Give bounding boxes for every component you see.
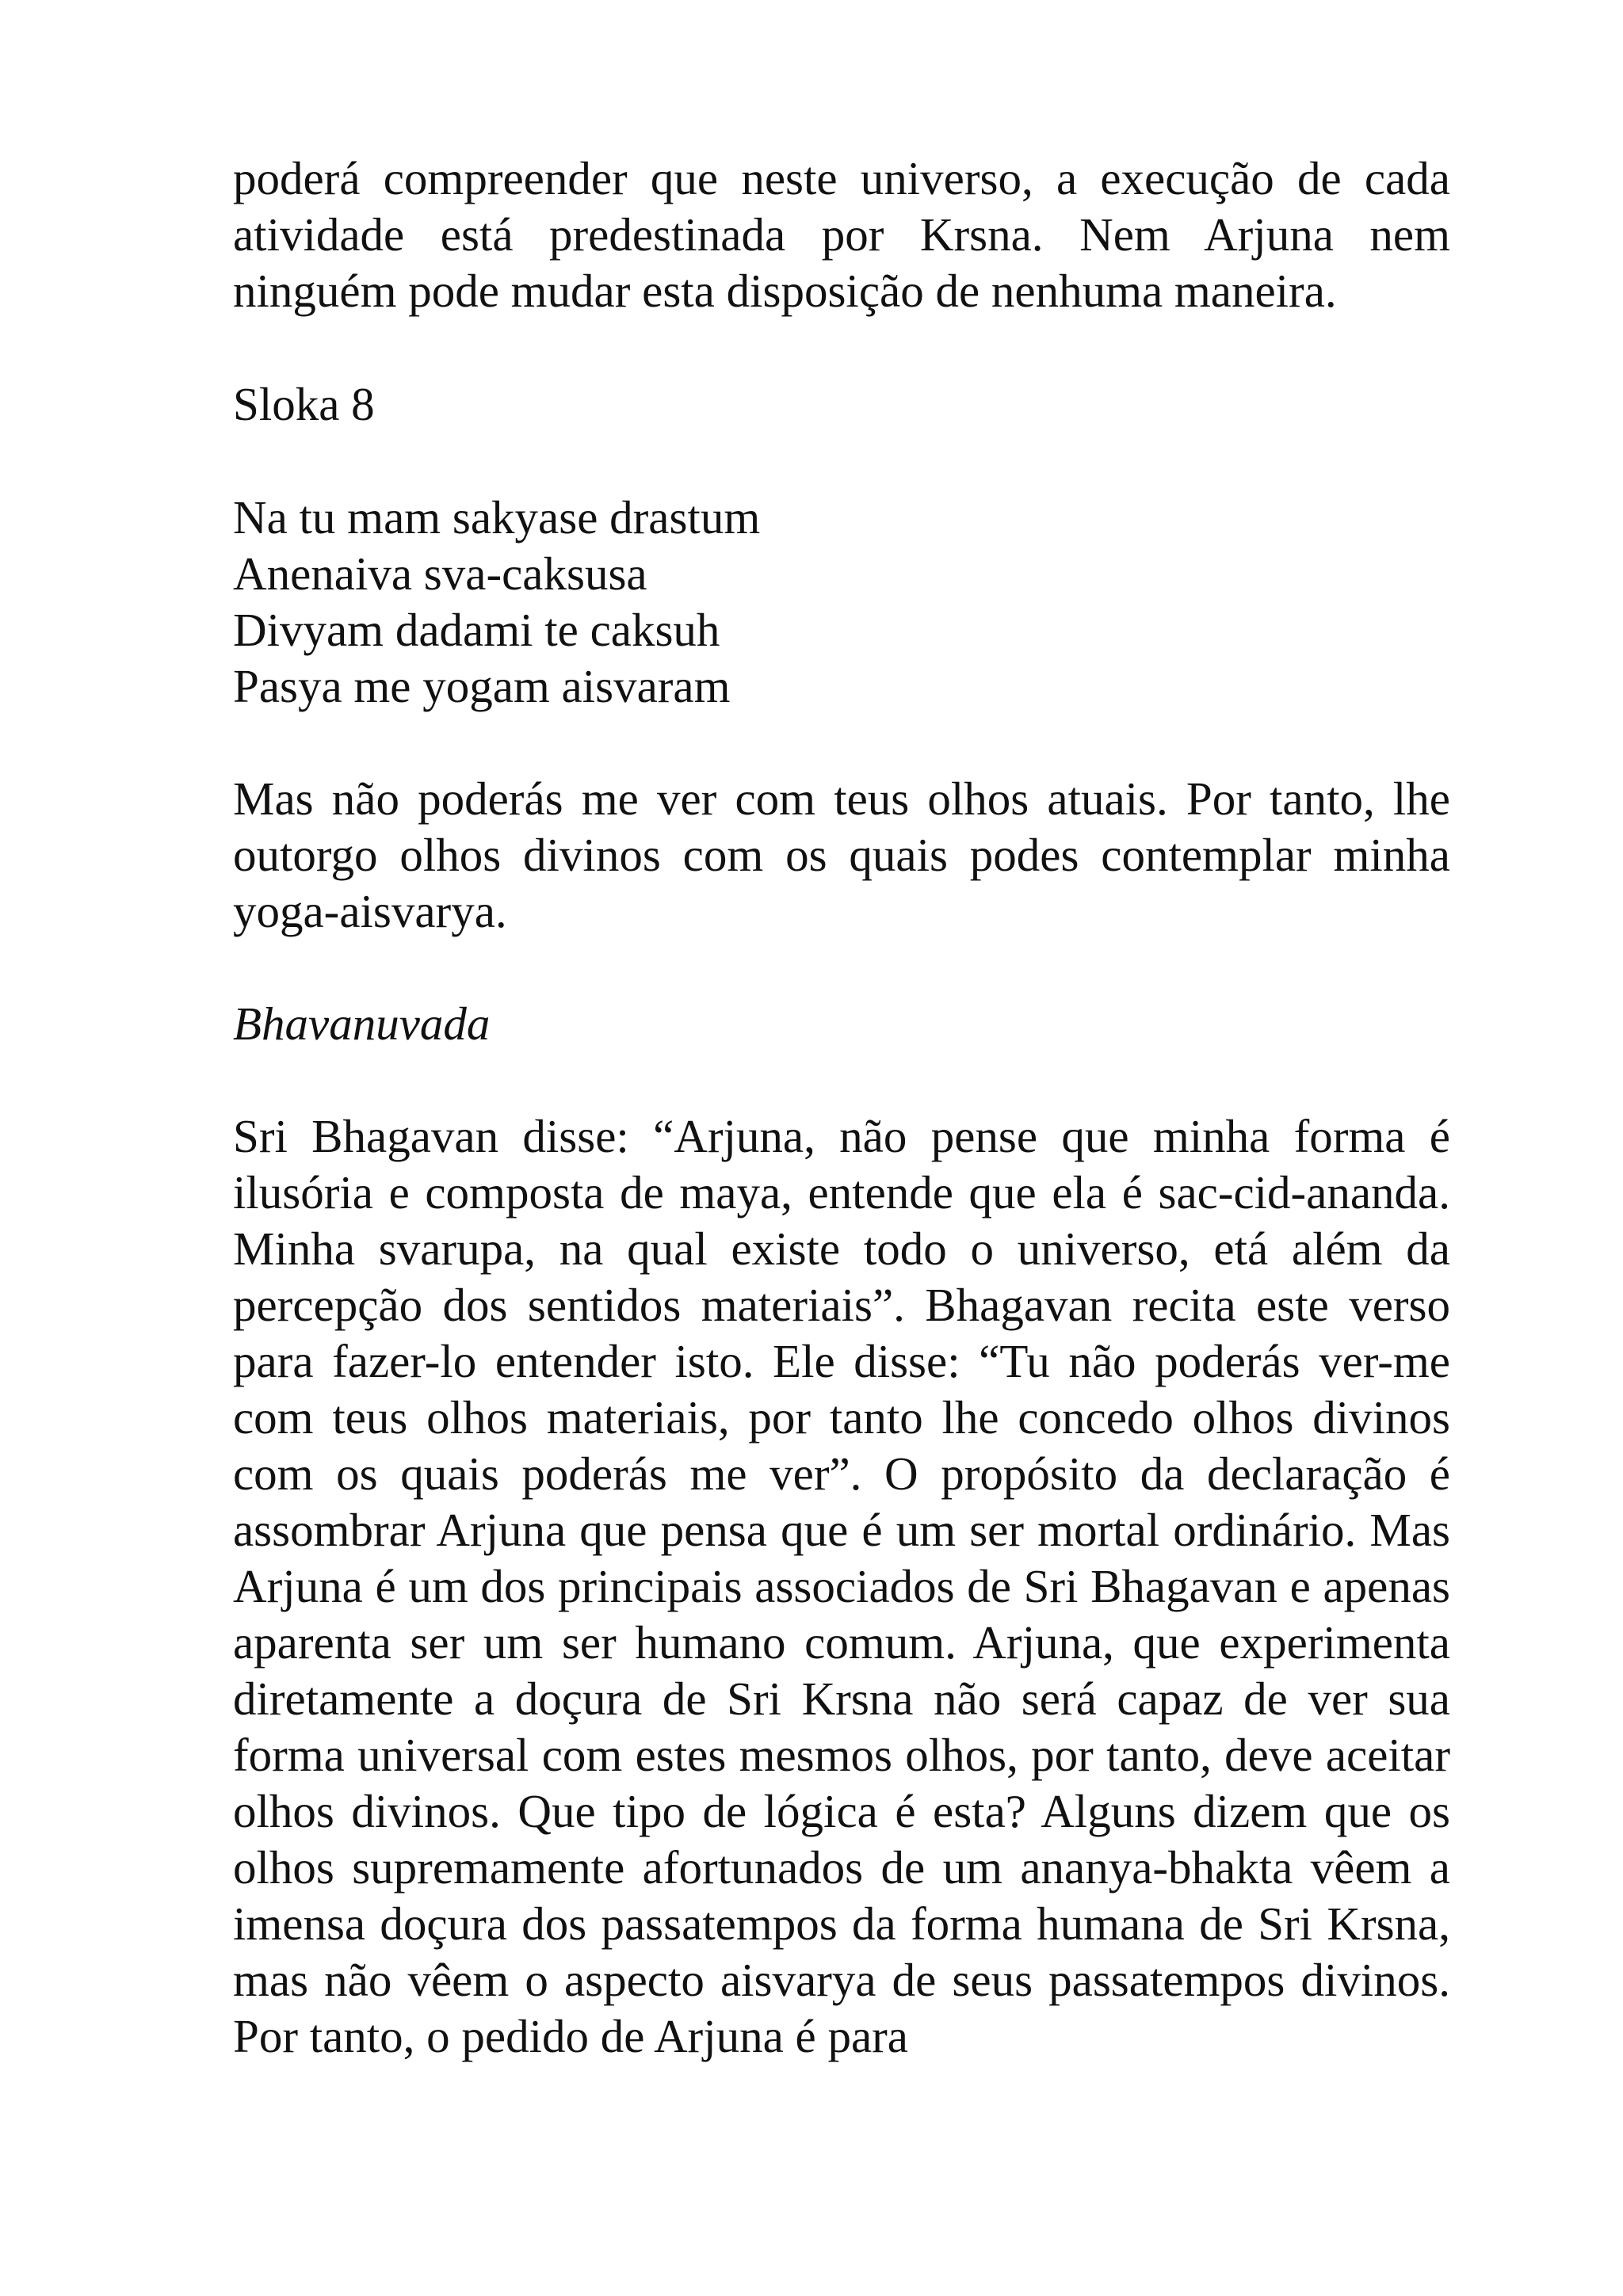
translation-paragraph: Mas não poderás me ver com teus olhos atuais. Por tanto, lhe outorgo olhos divinos com os quais podes contemplar minha yoga-aisvarya. <box>233 772 1450 937</box>
document-page <box>233 151 1450 2065</box>
verse-line: Pasya me yogam aisvaram <box>233 660 731 712</box>
verse-line: Divyam dadami te caksuh <box>233 604 720 656</box>
commentary-paragraph: Sri Bhagavan disse: “Arjuna, não pense que minha forma é ilusória e composta de maya, entende que ela é sac-cid-ananda. Minha svarupa, na qual existe todo o universo, etá além da percepção dos sentidos materiais”. Bhagavan recita este verso para fazer-lo entender isto. Ele disse: “Tu não poderás ver-me com teus olhos materiais, por tanto lhe concedo olhos divinos com os quais poderás me ver”. O propósito da declaração é assombrar Arjuna que pensa que é um ser mortal ordinário. Mas Arjuna é um dos principais associados de Sri Bhagavan e apenas aparenta ser um ser humano comum. Arjuna, que experimenta diretamente a doçura de Sri Krsna não será capaz de ver sua forma universal com estes mesmos olhos, por tanto, deve aceitar olhos divinos. Que tipo de lógica é esta? Alguns dizem que os olhos supremamente afortunados de um ananya-bhakta vêem a imensa doçura dos passatempos da forma humana de Sri Krsna, mas não vêem o aspecto aisvarya de seus passatempos divinos. Por tanto, o pedido de Arjuna é para <box>233 1110 1450 2062</box>
verse-block <box>233 490 1450 715</box>
verse-line: Na tu mam sakyase drastum <box>233 491 761 543</box>
commentary-heading: Bhavanuvada <box>233 997 491 1050</box>
verse-line: Anenaiva sva-caksusa <box>233 547 647 600</box>
sloka-heading: Sloka 8 <box>233 378 375 430</box>
intro-paragraph: poderá compreender que neste universo, a execução de cada atividade está predestinada por Krsna. Nem Arjuna nem ninguém pode mudar esta disposição de nenhuma maneira. <box>233 152 1450 317</box>
